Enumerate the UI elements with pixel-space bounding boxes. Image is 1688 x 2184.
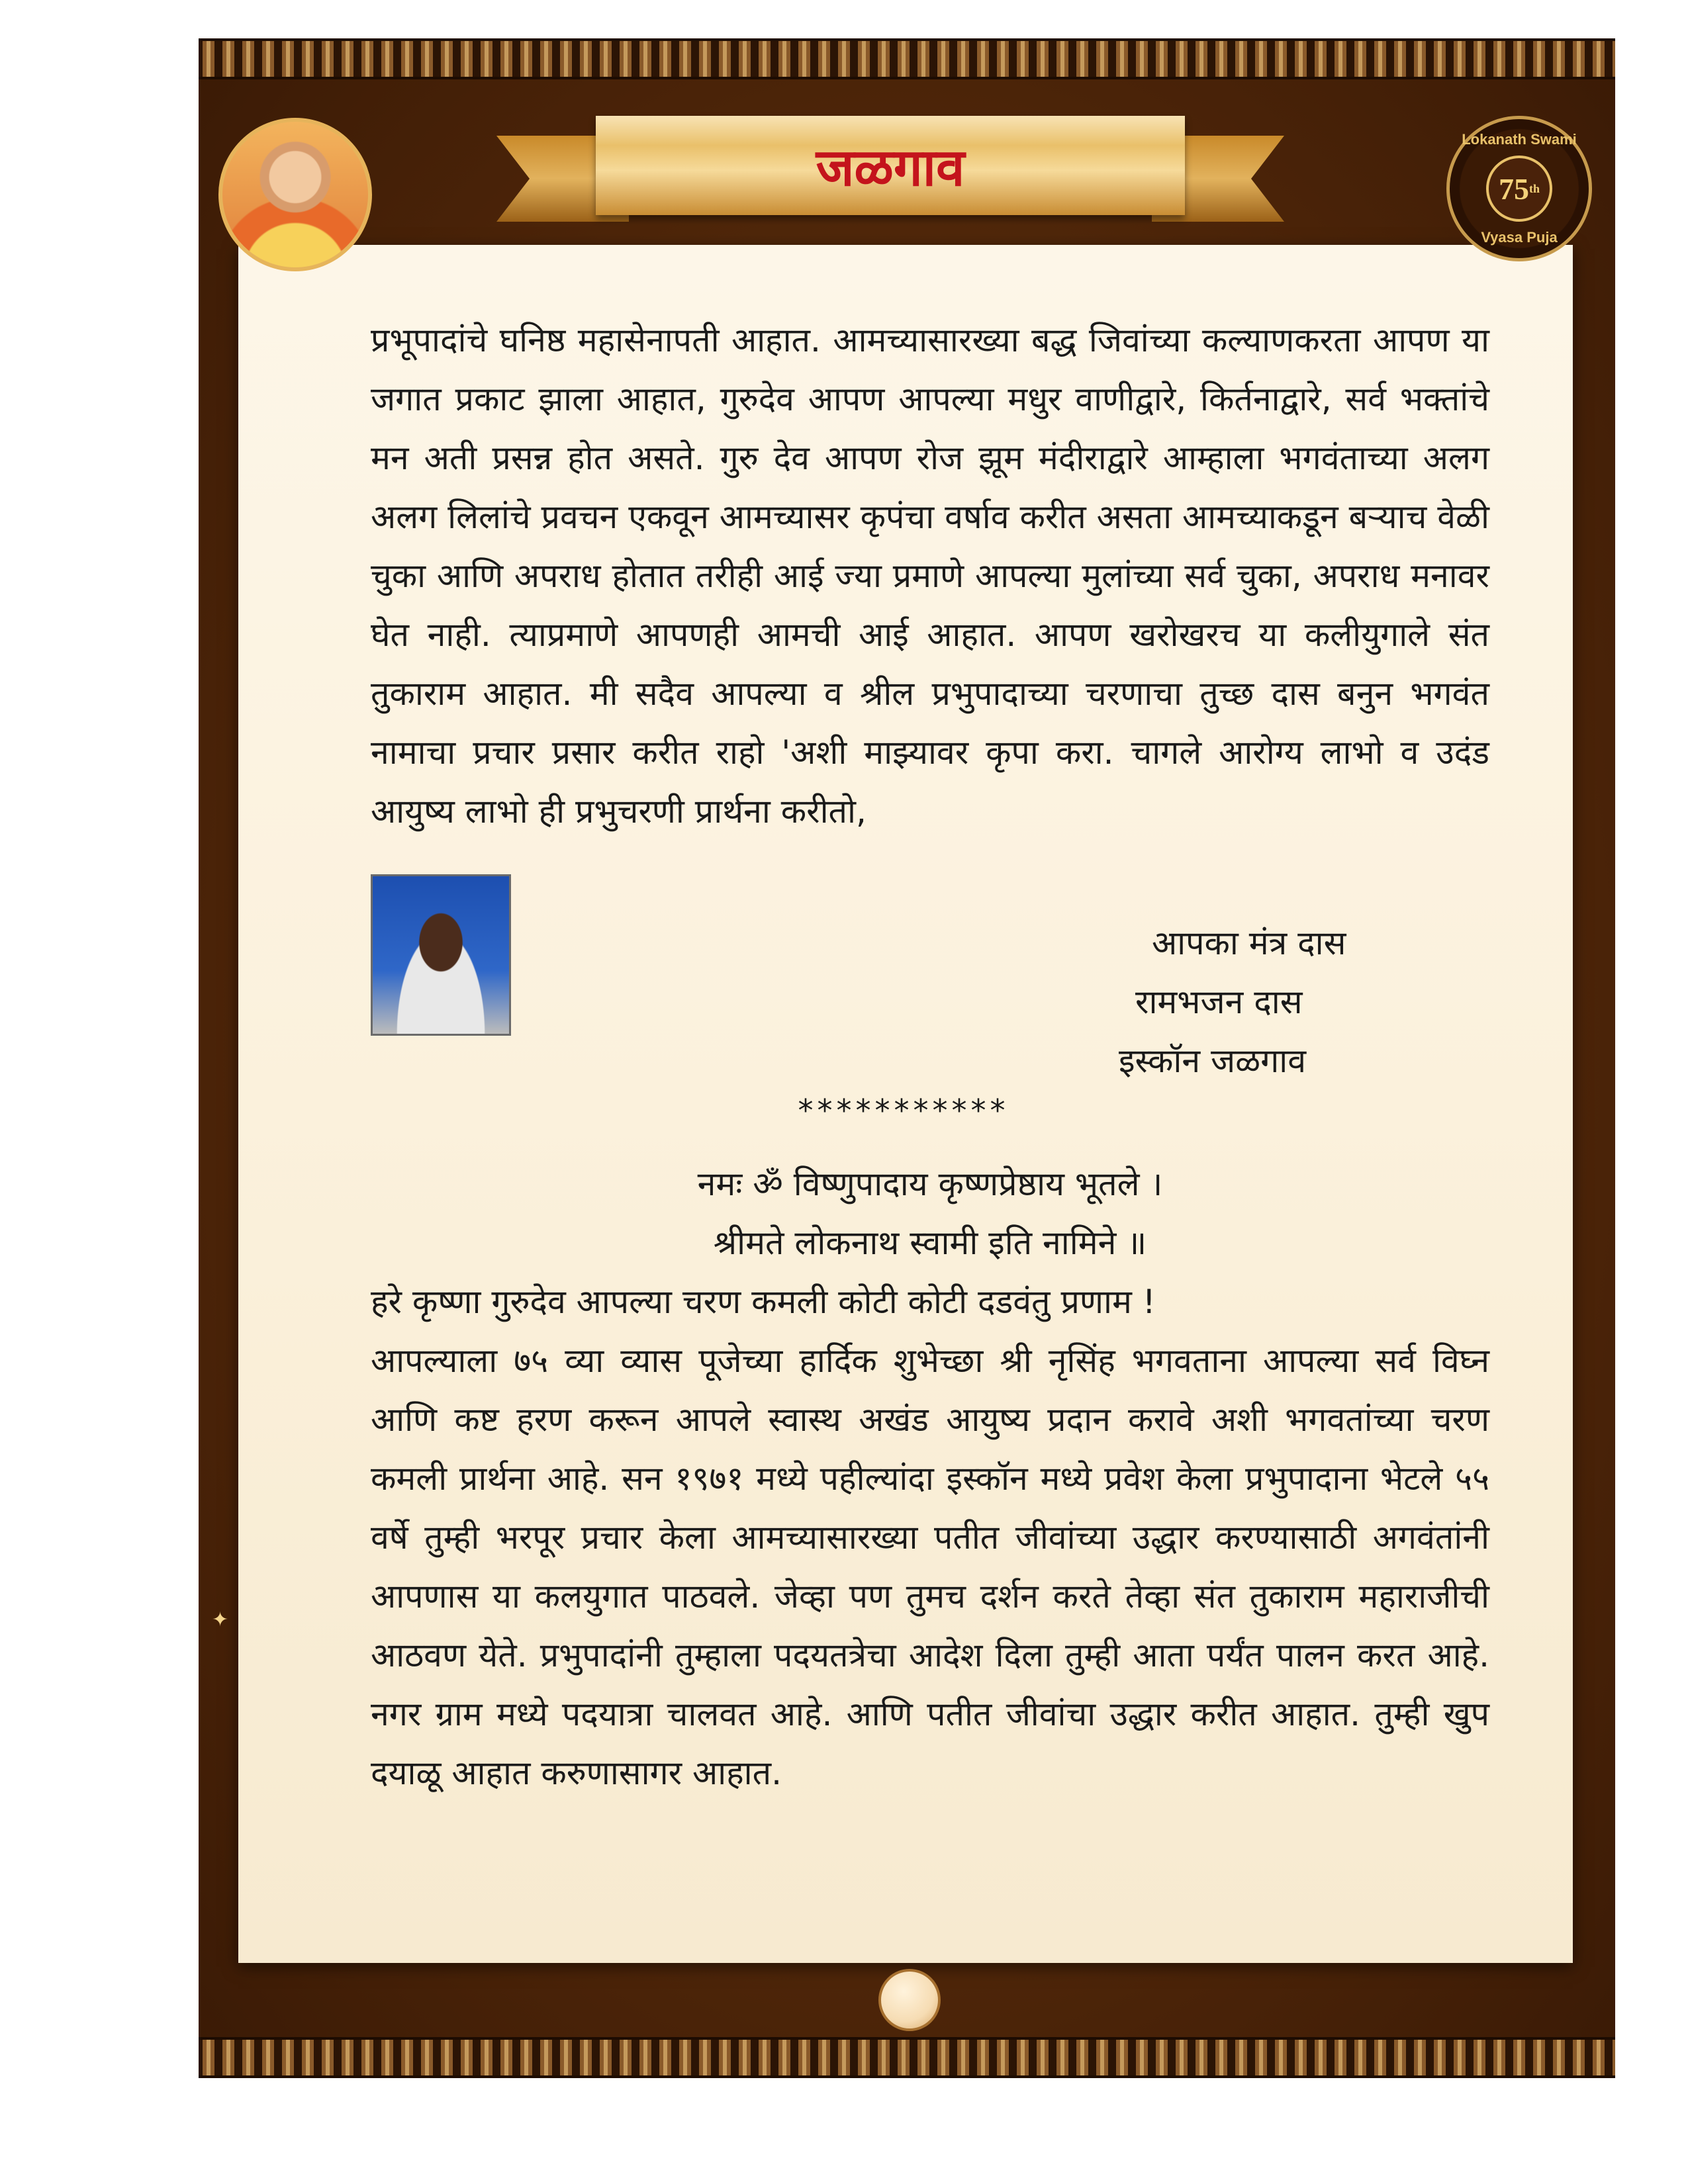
mantra-line-1: नमः ॐ विष्णुपादाय कृष्णप्रेष्ठाय भूतले । <box>697 1165 1163 1203</box>
badge-top-text: Lokanath Swami <box>1462 131 1577 148</box>
bottom-ornament <box>878 1969 941 2031</box>
guru-portrait <box>218 118 372 271</box>
badge-number <box>1486 156 1552 222</box>
letter-paragraph-1: प्रभूपादांचे घनिष्ठ महासेनापती आहात. आमच्यासारख्या बद्ध जिवांच्या कल्याणकरता आपण या जगात प्रकाट झाला आहात, गुरुदेव आपण आपल्या मधुर वाणीद्वारे, किर्तनाद्वारे, सर्व भक्तांचे मन अती प्रसन्न होत असते. गुरु देव आपण रोज झूम मंदीराद्वारे आम्हाला भगवंताच्या अलग अलग लिलांचे प्रवचन एकवून आमच्यासर कृपंचा वर्षाव करीत असता आमच्याकडून बऱ्याच वेळी चुका आणि अपराध होतात तरीही आई ज्या प्रमाणे आपल्या मुलांच्या सर्व चुका, अपराध मनावर घेत नाही. त्याप्रमाणे आपणही आमची आई आहात. आपण खरोखरच या कलीयुगाले संत तुकाराम आहात. मी सदैव आपल्या व श्रील प्रभुपादाच्या चरणाचा तुच्छ दास बनुन भगवंत नामाचा प्रचार प्रसार करीत राहो 'अशी माझ्यावर कृपा करा. चागले आरोग्य लाभो व उदंड आयुष्य लाभो ही प्रभुचरणी प्रार्थना करीतो, <box>371 321 1489 831</box>
badge-number-value: 75 <box>1498 171 1529 206</box>
signature-line-3: इस्कॉन जळगाव <box>1119 1042 1306 1080</box>
sparkle-icon: ✦ <box>212 1608 229 1631</box>
letter-content <box>371 311 1489 1803</box>
decorative-border-bottom <box>199 2037 1615 2078</box>
badge-number-suffix: th <box>1528 181 1540 195</box>
signature-line-2: रामभजन दास <box>1135 983 1303 1021</box>
sender-photo <box>371 874 511 1036</box>
badge-bottom-text: Vyasa Puja <box>1481 229 1558 246</box>
signature-line-1: आपका मंत्र दास <box>1152 924 1346 962</box>
anniversary-badge <box>1446 116 1592 261</box>
letter-paragraph-2: आपल्याला ७५ व्या व्यास पूजेच्या हार्दिक शुभेच्छा श्री नृसिंह भगवताना आपल्या सर्व विघ्न आणि कष्ट हरण करून आपले स्वास्थ अखंड आयुष्य प्रदान करावे अशी भगवतांच्या चरण कमली प्रार्थना आहे. सन १९७१ मध्ये पहील्यांदा इस्कॉन मध्ये प्रवेश केला प्रभुपादाना भेटले ५५ वर्षे तुम्ही भरपूर प्रचार केला आमच्यासारख्या पतीत जीवांच्या उद्धार करण्यासाठी अगवंतांनी आपणास या कलयुगात पाठवले. जेव्हा पण तुमच दर्शन करते तेव्हा संत तुकाराम महाराजीची आठवण येते. प्रभुपादांनी तुम्हाला पदयतत्रेचा आदेश दिला तुम्ही आता पर्यंत पालन करत आहे. नगर ग्राम मध्ये पदयात्रा चालवत आहे. आणि पतीत जीवांचा उद्धार करीत आहात. तुम्ही खुप दयाळू आहात करुणासागर आहात. <box>371 1342 1489 1792</box>
decorative-border-top <box>199 38 1615 79</box>
separator-stars: *********** <box>798 1093 1009 1128</box>
mantra-line-2: श्रीमते लोकनाथ स्वामी इति नामिने ॥ <box>713 1224 1147 1262</box>
title-ribbon <box>483 96 1297 242</box>
page-title: जळगाव <box>816 138 965 198</box>
salutation-line: हरे कृष्णा गुरुदेव आपल्या चरण कमली कोटी कोटी दडवंतु प्रणाम ! <box>371 1283 1156 1321</box>
signature-lines <box>1119 914 1346 1091</box>
signature-block <box>371 841 1489 1093</box>
